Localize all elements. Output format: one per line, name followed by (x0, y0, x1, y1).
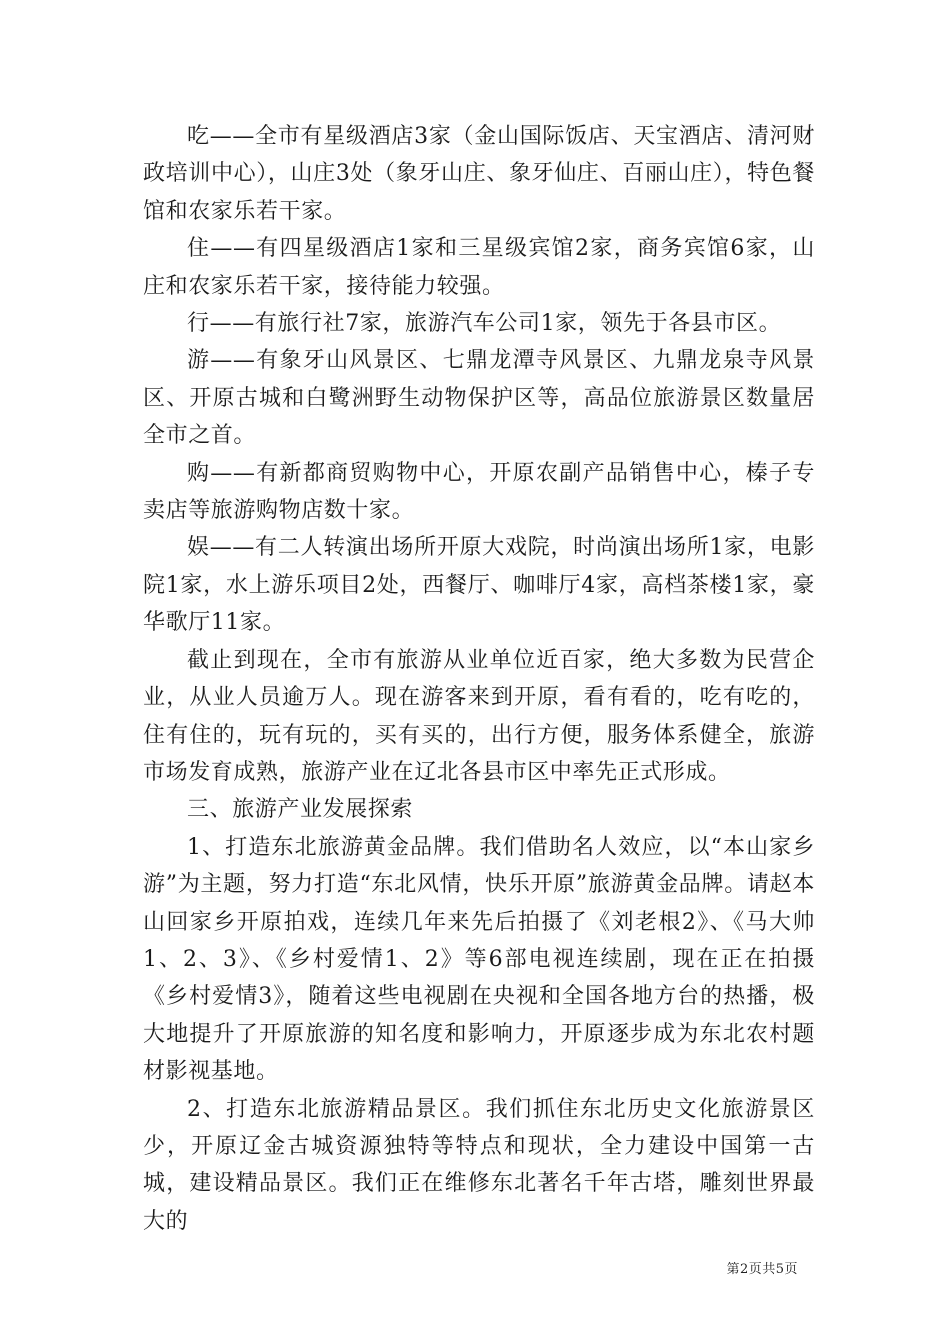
paragraph-brand: 1、打造东北旅游黄金品牌。我们借助名人效应，以“本山家乡游”为主题，努力打造“东北风情，快乐开原”旅游黄金品牌。请赵本山回家乡开原拍戏，连续几年来先后拍摄了《刘老根2》、《马大帅1、2、3》、《乡村爱情1、2》等6部电视连续剧，现在正在拍摄《乡村爱情3》，随着这些电视剧在央视和全国各地方台的热播，极大地提升了开原旅游的知名度和影响力，开原逐步成为东北农村题材影视基地。 (143, 834, 815, 1085)
paragraph-eat: 吃——全市有星级酒店3家（金山国际饭店、天宝酒店、清河财政培训中心），山庄3处（象牙山庄、象牙仙庄、百丽山庄），特色餐馆和农家乐若干家。 (143, 124, 815, 224)
paragraph-summary: 截止到现在，全市有旅游从业单位近百家，绝大多数为民营企业，从业人员逾万人。现在游客来到开原，看有看的，吃有吃的，住有住的，玩有玩的，买有买的，出行方便，服务体系健全，旅游市场发育成熟，旅游产业在辽北各县市区中率先正式形成。 (143, 647, 815, 785)
paragraph-stay: 住——有四星级酒店1家和三星级宾馆2家，商务宾馆6家，山庄和农家乐若干家，接待能力较强。 (143, 236, 815, 299)
paragraph-travel: 行——有旅行社7家，旅游汽车公司1家，领先于各县市区。 (187, 311, 782, 337)
paragraph-entertain: 娱——有二人转演出场所开原大戏院，时尚演出场所1家，电影院1家，水上游乐项目2处，西餐厅、咖啡厅4家，高档茶楼1家，豪华歌厅11家。 (143, 535, 815, 636)
page-number: 第2页共5页 (726, 1262, 798, 1277)
section-heading: 三、旅游产业发展探索 (187, 797, 414, 823)
paragraph-shop: 购——有新都商贸购物中心，开原农副产品销售中心，榛子专卖店等旅游购物店数十家。 (143, 460, 815, 524)
document-body (143, 118, 815, 1240)
paragraph-scenic: 2、打造东北旅游精品景区。我们抓住东北历史文化旅游景区少，开原辽金古城资源独特等特点和现状，全力建设中国第一古城，建设精品景区。我们正在维修东北著名千年古塔，雕刻世界最大的 (143, 1096, 815, 1234)
paragraph-tour: 游——有象牙山风景区、七鼎龙潭寺风景区、九鼎龙泉寺风景区、开原古城和白鹭洲野生动物保护区等，高品位旅游景区数量居全市之首。 (143, 348, 815, 449)
